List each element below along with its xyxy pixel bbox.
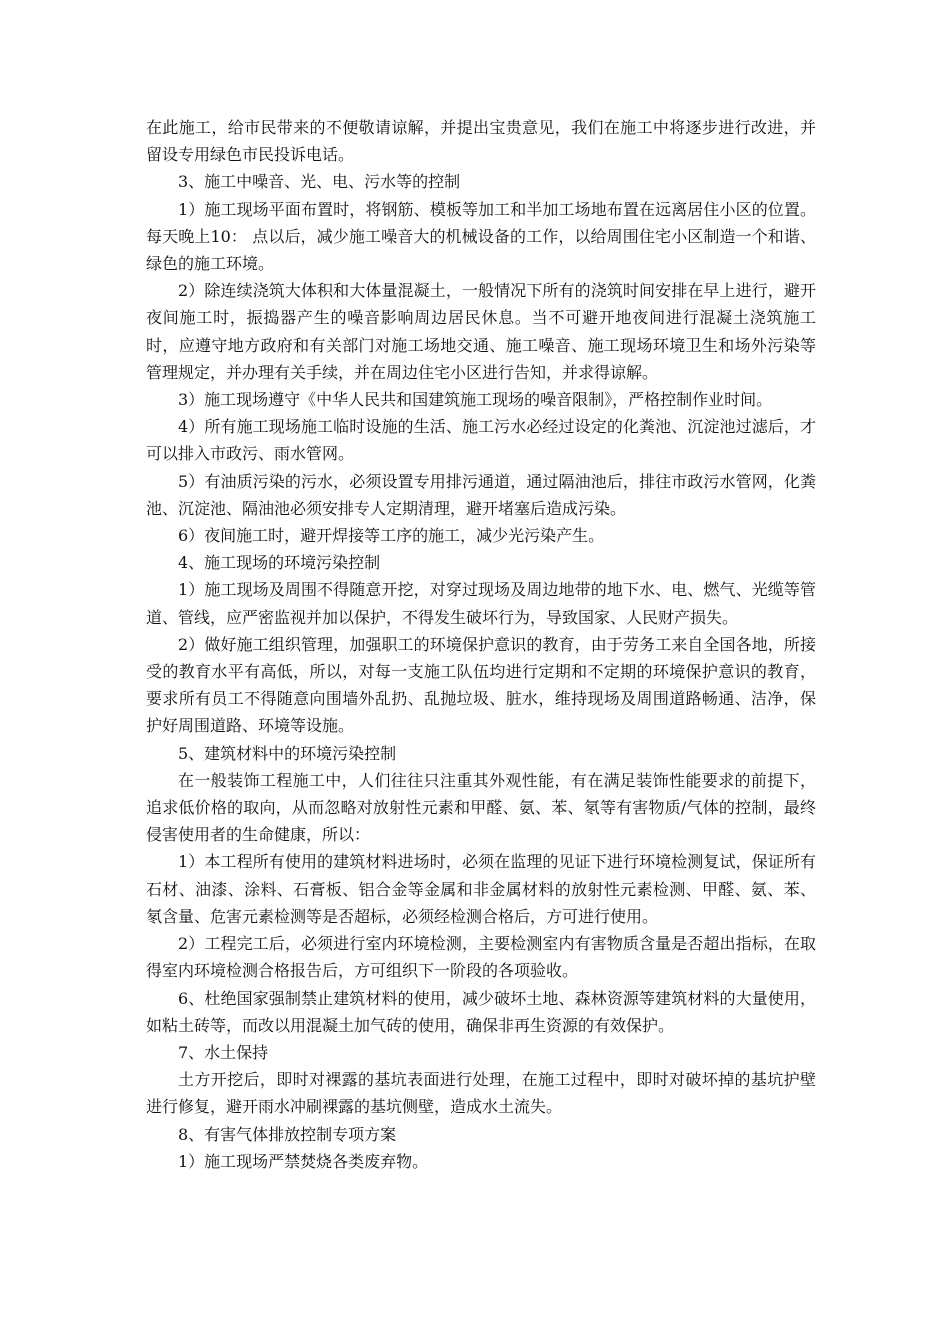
document-page bbox=[146, 114, 816, 1175]
paragraph: 1）本工程所有使用的建筑材料进场时，必须在监理的见证下进行环境检测复试，保证所有石材、油漆、涂料、石膏板、铝合金等金属和非金属材料的放射性元素检测、甲醛、氨、苯、氡含量、危害元素检测等是否超标，必须经检测合格后，方可进行使用。 bbox=[146, 852, 816, 926]
paragraph: 1）施工现场严禁焚烧各类废弃物。 bbox=[178, 1151, 429, 1171]
paragraph: 2）除连续浇筑大体积和大体量混凝土，一般情况下所有的浇筑时间安排在早上进行，避开夜间施工时，振捣器产生的噪音影响周边居民休息。当不可避开地夜间进行混凝土浇筑施工时，应遵守地方政府和有关部门对施工场地交通、施工噪音、施工现场环境卫生和场外污染等管理规定，并办理有关手续，并在周边住宅小区进行告知，并求得谅解。 bbox=[146, 281, 816, 382]
paragraph: 在一般装饰工程施工中，人们往往只注重其外观性能，有在满足装饰性能要求的前提下，追求低价格的取向，从而忽略对放射性元素和甲醛、氨、苯、氡等有害物质/气体的控制，最终侵害使用者的生命健康，所以： bbox=[146, 770, 816, 845]
section-heading-3: 3、施工中噪音、光、电、污水等的控制 bbox=[178, 172, 461, 192]
paragraph: 1）施工现场平面布置时，将钢筋、模板等加工和半加工场地布置在远离居住小区的位置。每天晚上10： 点以后，减少施工噪音大的机械设备的工作，以给周围住宅小区制造一个和谐、绿色的施工环境。 bbox=[146, 199, 816, 274]
section-heading-5: 5、建筑材料中的环境污染控制 bbox=[178, 743, 397, 763]
paragraph: 5）有油质污染的污水，必须设置专用排污通道，通过隔油池后，排往市政污水管网，化粪池、沉淀池、隔油池必须安排专人定期清理，避开堵塞后造成污染。 bbox=[146, 471, 816, 518]
paragraph: 土方开挖后，即时对裸露的基坑表面进行处理，在施工过程中，即时对破坏掉的基坑护壁进行修复，避开雨水冲刷裸露的基坑侧壁，造成水土流失。 bbox=[146, 1070, 816, 1117]
paragraph: 6）夜间施工时，避开焊接等工序的施工，减少光污染产生。 bbox=[178, 526, 605, 546]
paragraph: 4）所有施工现场施工临时设施的生活、施工污水必经过设定的化粪池、沉淀池过滤后，才可以排入市政污、雨水管网。 bbox=[146, 417, 816, 464]
paragraph: 1）施工现场及周围不得随意开挖，对穿过现场及周边地带的地下水、电、燃气、光缆等管道、管线，应严密监视并加以保护，不得发生破坏行为，导致国家、人民财产损失。 bbox=[146, 580, 816, 627]
paragraph: 2）做好施工组织管理，加强职工的环境保护意识的教育，由于劳务工来自全国各地，所接受的教育水平有高低，所以，对每一支施工队伍均进行定期和不定期的环境保护意识的教育，要求所有员工不得随意向围墙外乱扔、乱抛垃圾、脏水，维持现场及周围道路畅通、洁净，保护好周围道路、环境等设施。 bbox=[146, 634, 816, 736]
paragraph-continuation: 在此施工，给市民带来的不便敬请谅解，并提出宝贵意见，我们在施工中将逐步进行改进，并留设专用绿色市民投诉电话。 bbox=[146, 118, 816, 165]
section-heading-7: 7、水土保持 bbox=[178, 1042, 269, 1062]
paragraph: 3）施工现场遵守《中华人民共和国建筑施工现场的噪音限制》，严格控制作业时间。 bbox=[178, 390, 773, 410]
section-heading-6: 6、杜绝国家强制禁止建筑材料的使用，减少破坏土地、森林资源等建筑材料的大量使用，如粘土砖等，而改以用混凝土加气砖的使用，确保非再生资源的有效保护。 bbox=[146, 988, 816, 1035]
section-heading-8: 8、有害气体排放控制专项方案 bbox=[178, 1124, 397, 1144]
section-heading-4: 4、施工现场的环境污染控制 bbox=[178, 553, 381, 573]
paragraph: 2）工程完工后，必须进行室内环境检测，主要检测室内有害物质含量是否超出指标，在取得室内环境检测合格报告后，方可组织下一阶段的各项验收。 bbox=[146, 934, 816, 981]
